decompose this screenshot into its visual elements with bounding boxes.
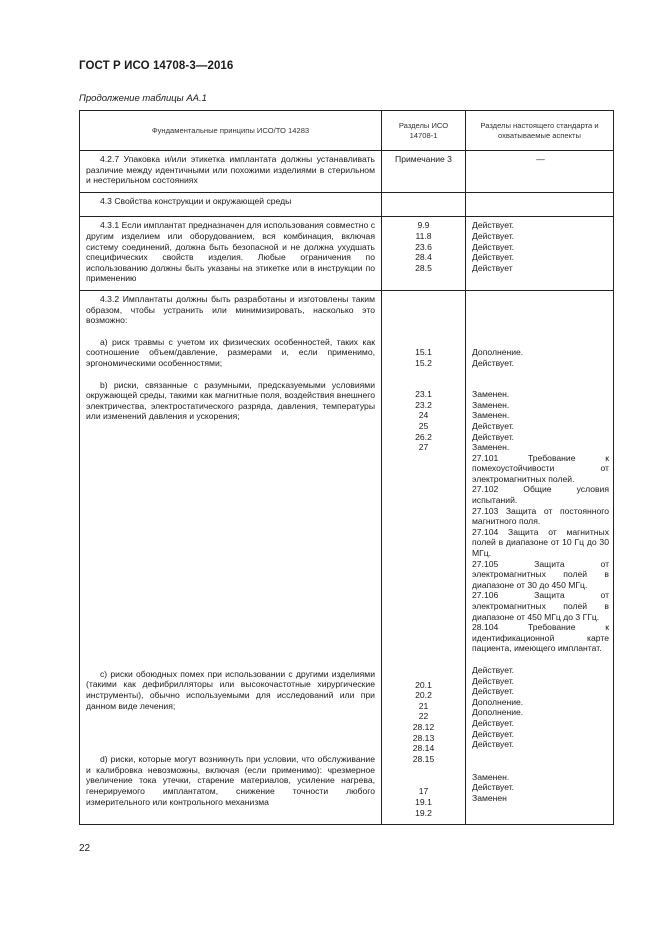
iso-ref: 22 [418,711,429,722]
aspect-text: Действует. [472,220,515,231]
aspect-cell [466,217,614,291]
aspect-text: Действует. [472,230,515,241]
iso-ref: 28.13 [412,732,435,743]
iso-ref: 28.15 [412,753,435,764]
iso-ref: 11.8 [415,230,432,241]
principle-cell [80,217,382,291]
aspect-cell [466,192,614,217]
aspect-text: Дополнение. [472,346,524,357]
iso-ref: 20.2 [415,690,432,701]
table-row [80,192,614,217]
aspect-text: Заменен. [472,389,510,400]
aspect-subsection: 27.101 Требование к помехоустойчивости от электромагнитных полей. [472,452,609,484]
iso-ref: 23.2 [415,399,432,410]
aspect-text: Действует. [472,728,515,739]
principle-text: 4.3.2 Имплантаты должны быть разработаны и изготовлены таким образом, чтобы устранить или минимизировать, насколько это возможно: [86,293,375,326]
aspect-text: Заменен [472,792,507,803]
aspect-subsection: 27.102 Общие условия испытаний. [472,484,609,506]
aspect-text: Действует. [472,782,515,793]
table-row [80,290,614,824]
aspect-text: Действует. [472,717,515,728]
aspect-subsection: 28.104 Требование к идентификационной карте пациента, имеющего имплантат. [472,622,609,654]
aspect-cell [466,290,614,824]
aspect-text: Действует. [472,420,515,431]
document-title: ГОСТ Р ИСО 14708-3—2016 [79,60,234,72]
column-header-iso-sections: Разделы ИСО 14708-1 [382,111,466,151]
aspect-text: Дополнение. [472,707,524,718]
item-b-text: b) риски, связанные с разумными, предсказуемыми условиями окружающей среды, такими как магнитные поля, воздействия внешнего электричества, электростатического разряда, давления, температуры или изменений давления и ускорения; [86,379,375,422]
iso-ref: 17 [418,786,429,797]
iso-ref: 28.4 [415,252,432,263]
table-caption: Продолжение таблицы АА.1 [79,93,207,104]
aspect-subsection: 27.104 Защита от магнитных полей в диапазоне от 10 Гц до 30 МГц. [472,526,609,559]
aspect-text: Действует. [472,241,515,252]
iso-ref: 9.9 [417,220,430,231]
item-d-text: d) риски, которые могут возникнуть при условии, что обслуживание и калибровка невозможны, включая (если применимо): чрезмерное увеличение тока утечки, старение материалов, усиление нагрева, генерируемого имплантатом, снижение точности любого измерительного или контрольного механизма [86,754,375,807]
aspect-text: Действует. [472,431,515,442]
iso-ref: 25 [418,420,429,431]
aspect-subsection: 27.103 Защита от постоянного магнитного поля. [472,505,609,527]
aspect-text: Действует. [472,675,515,686]
iso-ref: 19.1 [415,797,432,808]
aspect-text: Заменен. [472,771,510,782]
table-row [80,151,614,193]
iso-ref: 26.2 [415,431,432,442]
iso-ref: 28.12 [412,722,435,733]
iso-ref: 15.2 [415,357,432,368]
aspect-text: Действует. [472,357,515,368]
page-number: 22 [79,843,91,854]
iso-ref-cell [382,290,466,824]
iso-ref: 28.5 [415,262,432,273]
aspect-text: Действует. [472,252,515,263]
aspect-text: Действует. [472,686,515,697]
aspect-text: Действует [472,262,513,273]
iso-ref: 20.1 [415,679,432,690]
aspect-text: Заменен. [472,442,510,453]
item-c-text: с) риски обоюдных помех при использовании с другими изделиями (такими как дефибрилляторы или высокочастотные хирургические инструменты), обычно используемыми для исследований или при данном виде лечения; [86,668,375,711]
iso-ref: 24 [418,410,429,421]
principle-text: 4.3.1 Если имплантат предназначен для использования совместно с другим изделием или оборудованием, вся комбинация, включая систему соединений, должна быть безопасной и не должна ухудшать специфических свойств изделия. Любые ограничения по использованию должны быть указаны на этикетке или в инструкции по применению [86,220,375,284]
table-header-row [80,111,614,151]
iso-ref-cell [382,192,466,217]
aspect-subsection: 27.106 Защита от электромагнитных полей в диапазоне от 450 МГц до 3 ГГц. [472,590,609,622]
aspect-text: Действует. [472,664,515,675]
iso-ref: 19.2 [415,807,432,818]
column-header-principles: Фундаментальные принципы ИСО/ТО 14283 [80,111,382,151]
iso-ref: 21 [418,700,429,711]
principle-cell [80,290,382,824]
aspect-subsection: 27.105 Защита от электромагнитных полей в диапазоне от 30 до 450 МГц. [472,558,609,590]
iso-ref: 27 [418,442,429,453]
item-a-text: а) риск травмы с учетом их физических особенностей, таких как соотношение объем/давление, размерами и, если применимо, эргономическими особенностями; [86,336,375,368]
aspect-text: Заменен. [472,410,510,421]
iso-ref: 23.1 [415,389,432,400]
table-row [80,217,614,291]
iso-ref: 28.14 [412,743,435,754]
aspect-text: Дополнение. [472,696,524,707]
iso-ref-cell: Примечание 3 [382,151,466,193]
aspect-cell: — [466,151,614,193]
iso-ref-cell [382,217,466,291]
requirements-table [79,110,614,825]
section-heading: 4.3 Свойства конструкции и окружающей среды [100,195,292,206]
iso-ref: 15.1 [415,346,432,357]
column-header-standard-sections: Разделы настоящего стандарта и охватываемые аспекты [466,111,614,151]
aspect-text: Заменен. [472,399,510,410]
iso-ref: 23.6 [415,241,432,252]
principle-cell [80,192,382,217]
principle-text: 4.2.7 Упаковка и/или этикетка имплантата должны устанавливать различие между идентичными или похожими изделиями в стерильном и нестерильном состояниях [86,154,375,186]
principle-cell [80,151,382,193]
aspect-text: Действует. [472,739,515,750]
